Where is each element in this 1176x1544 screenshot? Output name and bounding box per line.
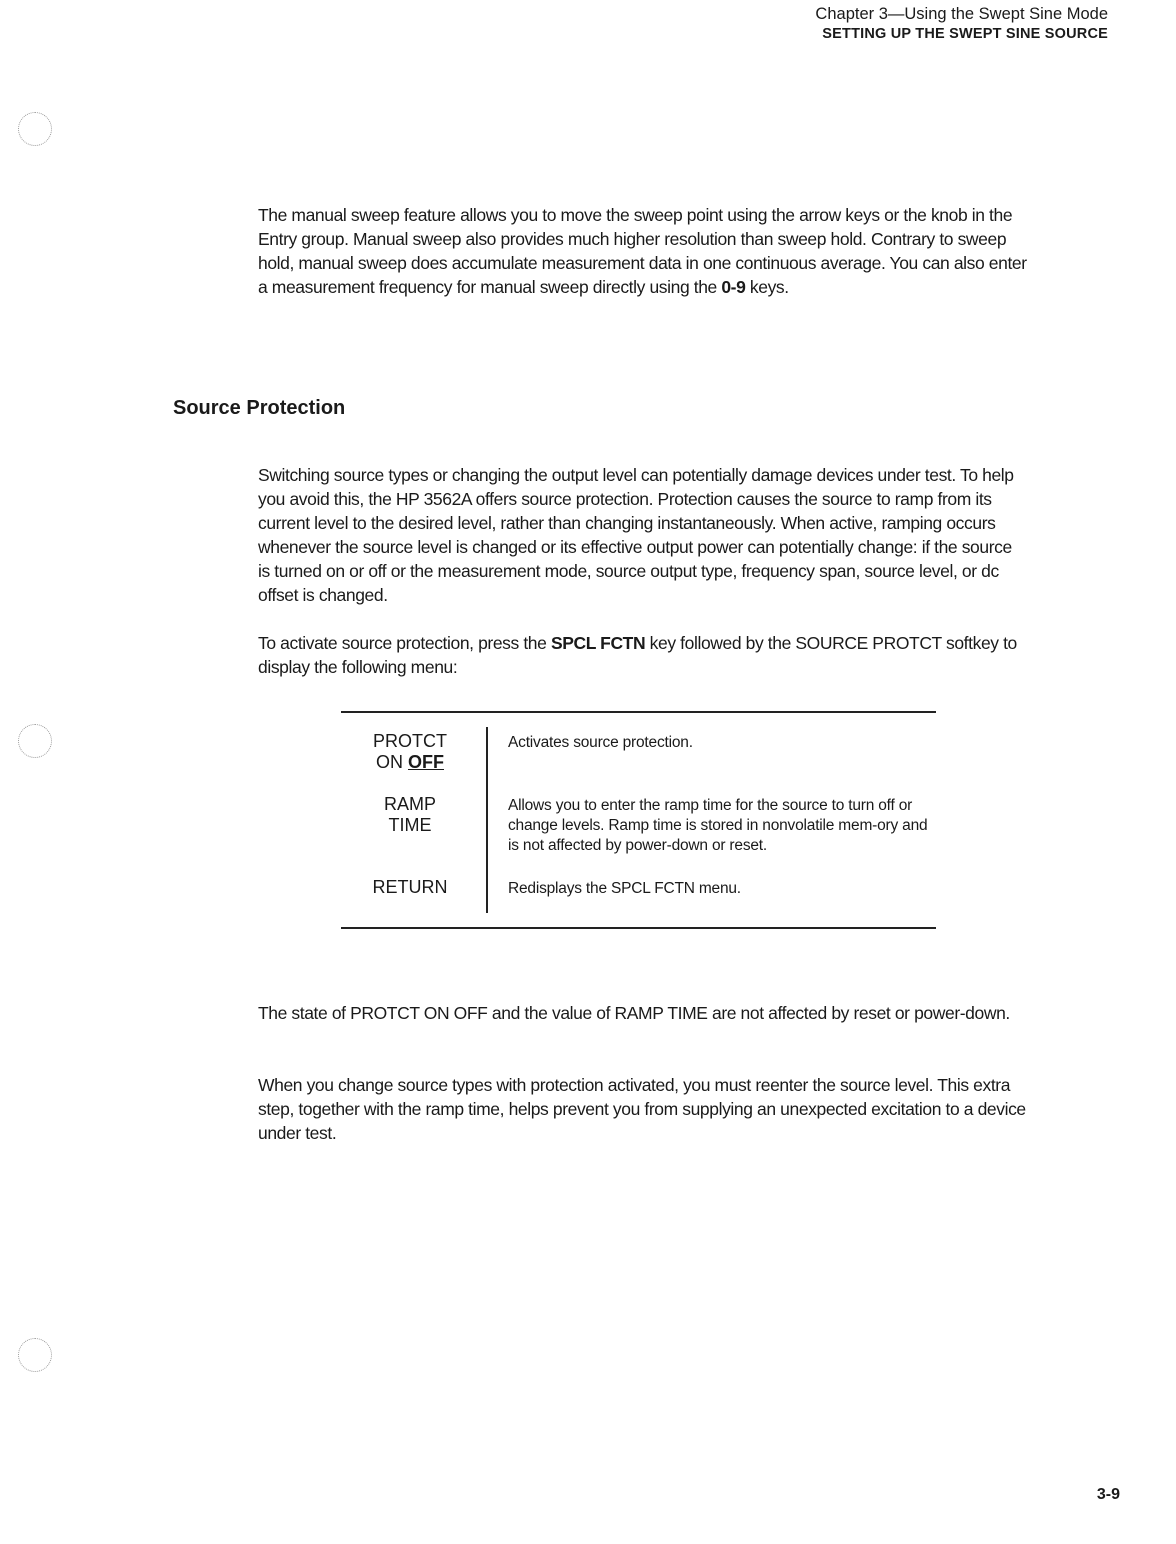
activate-paragraph: To activate source protection, press the SPCL FCTN key followed by the SOURCE PROTCT softkey to display the following menu: (258, 633, 1017, 677)
punch-hole-middle (18, 724, 52, 758)
softkey-description: Allows you to enter the ramp time for the source to turn off or change levels. Ramp time is stored in nonvolatile mem-ory and is not affected by power-down or reset. (508, 797, 928, 854)
softkey-description: Redisplays the SPCL FCTN menu. (508, 880, 741, 897)
key-0-9: 0-9 (721, 277, 746, 297)
menu-bottom-rule (341, 927, 936, 929)
spcl-fctn-key: SPCL FCTN (550, 633, 646, 653)
chapter-title: Chapter 3—Using the Swept Sine Mode (815, 5, 1108, 23)
menu-top-rule (341, 711, 936, 713)
protection-paragraph: Switching source types or changing the output level can potentially damage devices under test. To help you avoid this, the HP 3562A offers source protection. Protection causes the source to ramp from its current level to the desired level, rather than changing instantaneously. When active, ramping occurs whenever the source level is changed or its effective output power can potentially change: if the source is turned on or off or the measurement mode, source output type, frequency span, source level, or dc offset is changed. (258, 465, 1014, 605)
softkey-return: RETURN (372, 877, 448, 897)
section-title: SETTING UP THE SWEPT SINE SOURCE (822, 26, 1108, 42)
state-paragraph: The state of PROTCT ON OFF and the value of RAMP TIME are not affected by reset or power-down. (258, 1003, 1010, 1023)
intro-paragraph: The manual sweep feature allows you to move the sweep point using the arrow keys or the knob in the Entry group. Manual sweep also provides much higher resolution than sweep hold. Contrary to sweep hold, manual sweep does accumulate measurement data in one continuous average. You can also enter a measurement frequency for manual sweep directly using the 0-9 keys. (258, 205, 1027, 297)
softkey-ramp-time: RAMP TIME (383, 794, 436, 835)
punch-hole-top (18, 112, 52, 146)
active-state-off: OFF (408, 752, 444, 772)
page-number: 3-9 (1096, 1486, 1120, 1503)
menu-divider (486, 727, 488, 913)
change-paragraph: When you change source types with protection activated, you must reenter the source level. This extra step, together with the ramp time, helps prevent you from supplying an unexpected excitation to a device under test. (258, 1075, 1026, 1143)
section-heading: Source Protection (173, 397, 346, 419)
softkey-description: Activates source protection. (508, 734, 693, 751)
softkey-protct-on-off: PROTCT ON OFF (373, 731, 447, 772)
punch-hole-bottom (18, 1338, 52, 1372)
